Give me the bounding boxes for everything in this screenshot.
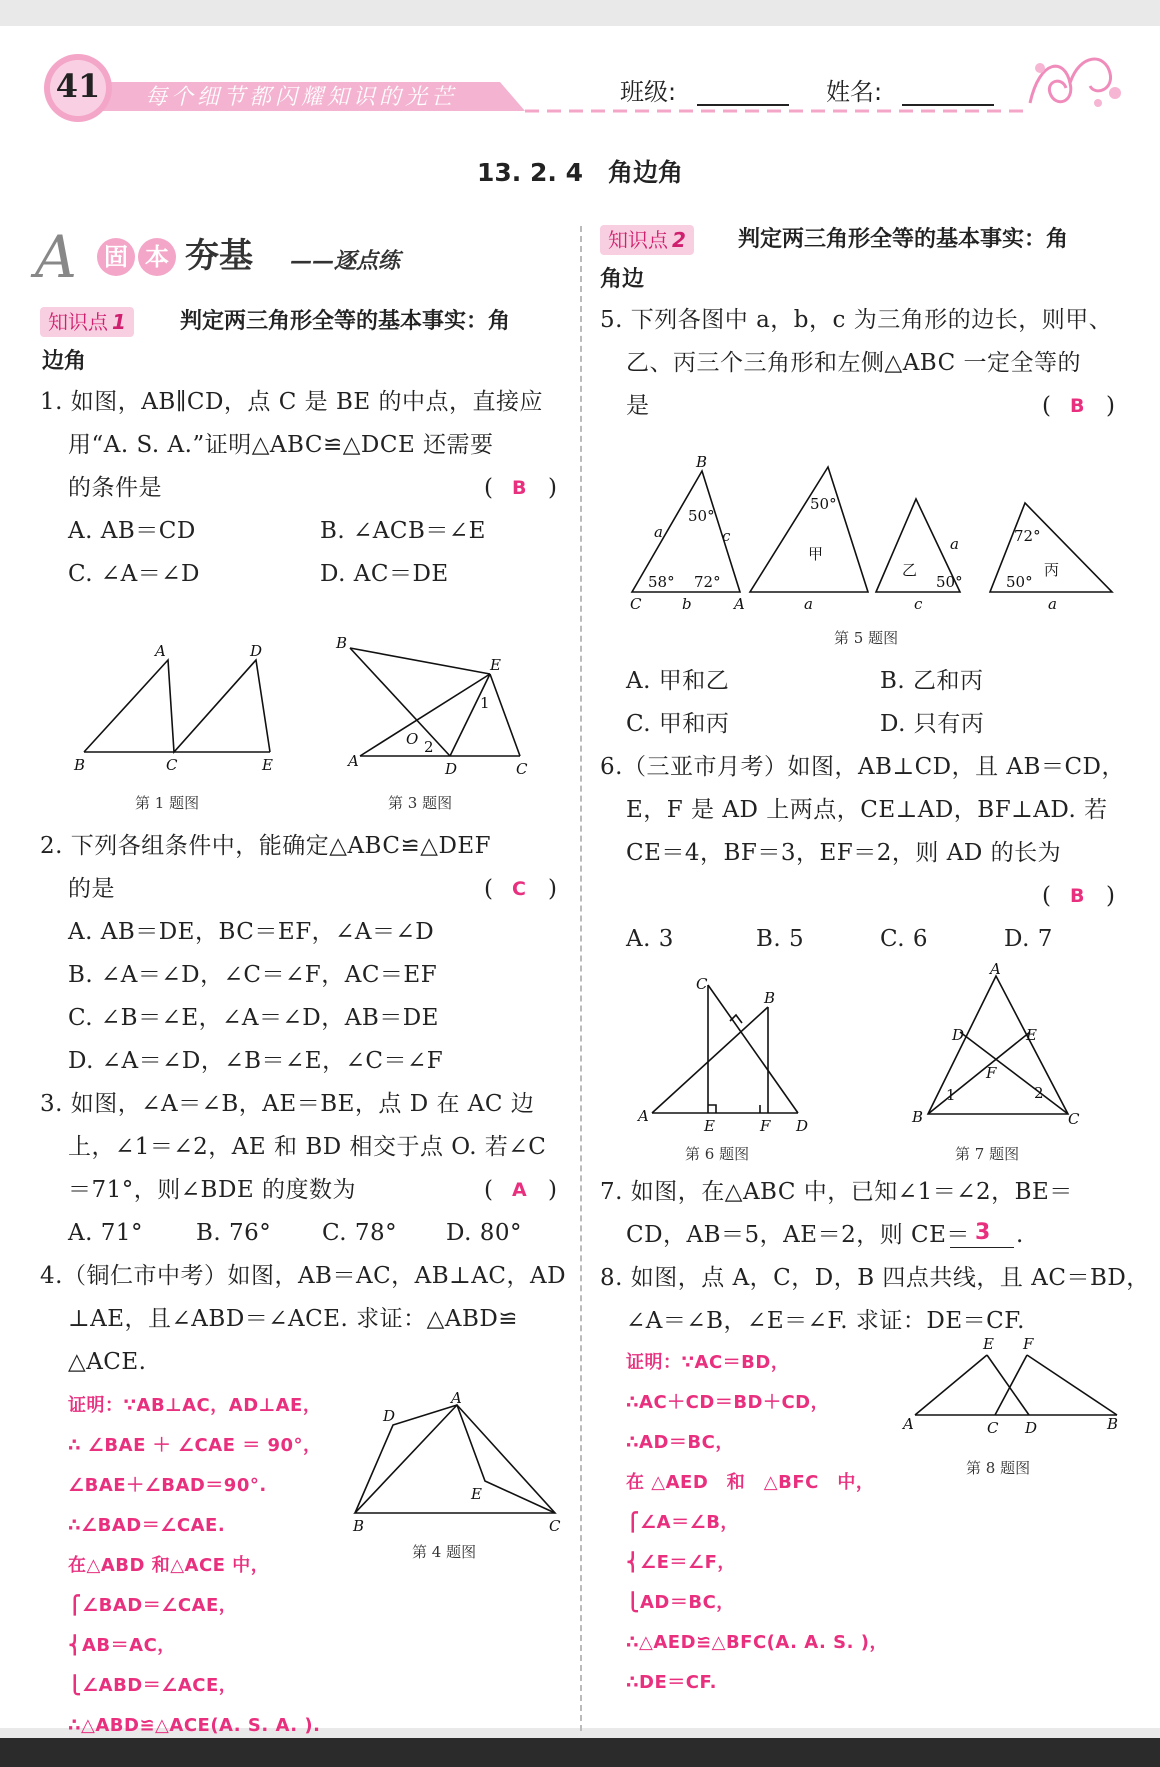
q1-line-3: 的条件是 bbox=[68, 475, 162, 501]
figure-4 bbox=[345, 1391, 570, 1541]
knowledge-badge-2 bbox=[600, 225, 694, 255]
q2-bracket-close: ) bbox=[548, 876, 557, 902]
fig1-caption: 第 1 题图 bbox=[135, 794, 200, 812]
fig5-angle-72: 72° bbox=[694, 573, 721, 591]
fig5-bing-label: 丙 bbox=[1044, 561, 1060, 579]
q1-answer: B bbox=[512, 477, 527, 499]
fig3-label-2: 2 bbox=[424, 738, 434, 756]
q2-option-d: D. ∠A＝∠D，∠B＝∠E，∠C＝∠F bbox=[68, 1048, 444, 1074]
fig4-label-c: C bbox=[549, 1517, 561, 1535]
section-char-1: 固 bbox=[97, 238, 135, 276]
q6-bracket-close: ) bbox=[1106, 883, 1115, 909]
fig5-bing-angle-72: 72° bbox=[1014, 527, 1041, 545]
fig1-label-b: B bbox=[74, 756, 86, 774]
fig8-label-c: C bbox=[987, 1419, 999, 1437]
q1-option-c: C. ∠A＝∠D bbox=[68, 561, 200, 587]
q8-solution-9: ∴DE＝CF. bbox=[626, 1672, 717, 1693]
fig6-label-c: C bbox=[696, 975, 708, 993]
fig1-label-c: C bbox=[166, 756, 178, 774]
slogan: 每个细节都闪耀知识的光芒 bbox=[145, 85, 458, 110]
q3-option-c: C. 78° bbox=[322, 1220, 398, 1246]
class-field[interactable] bbox=[697, 104, 789, 106]
q4-line-3: △ACE. bbox=[68, 1349, 147, 1375]
kp1-num: 1 bbox=[112, 310, 126, 334]
q1-bracket-close: ) bbox=[548, 475, 557, 501]
figure-1 bbox=[60, 626, 290, 786]
q6-answer: B bbox=[1070, 885, 1085, 907]
name-label: 姓名: bbox=[826, 78, 883, 106]
fig5-caption: 第 5 题图 bbox=[834, 629, 899, 647]
q1-option-d: D. AC＝DE bbox=[320, 561, 449, 587]
fig8-label-d: D bbox=[1025, 1419, 1038, 1437]
q3-answer: A bbox=[512, 1179, 527, 1201]
q8-solution-4: 在 △AED 和 △BFC 中， bbox=[626, 1472, 875, 1493]
fig7-label-e: E bbox=[1026, 1026, 1037, 1044]
fig3-label-a: A bbox=[348, 752, 359, 770]
fig6-label-e: E bbox=[704, 1117, 715, 1135]
fig5-jia-label: 甲 bbox=[808, 545, 824, 563]
fig7-label-c: C bbox=[1068, 1110, 1080, 1128]
fig7-label-f: F bbox=[986, 1064, 997, 1082]
q5-option-c: C. 甲和丙 bbox=[626, 711, 730, 737]
fig5-jia-angle: 50° bbox=[810, 495, 837, 513]
q1-line-2: 用“A. S. A.”证明△ABC≌△DCE 还需要 bbox=[68, 432, 494, 458]
q3-option-d: D. 80° bbox=[446, 1220, 523, 1246]
fig5-yi-side-a: a bbox=[950, 535, 959, 553]
fig6-label-d: D bbox=[796, 1117, 809, 1135]
q4-solution-5: 在△ABD 和△ACE 中， bbox=[68, 1555, 270, 1576]
q8-solution-3: ∴AD＝BC， bbox=[626, 1432, 734, 1453]
fig8-label-a: A bbox=[903, 1415, 914, 1433]
section-subtitle: ——逐点练 bbox=[290, 248, 401, 274]
fig8-label-e: E bbox=[983, 1335, 994, 1353]
fig5-yi-side-c: c bbox=[914, 595, 923, 613]
q8-line-2: ∠A＝∠B，∠E＝∠F. 求证：DE＝CF. bbox=[626, 1308, 1025, 1334]
q3-option-a: A. 71° bbox=[68, 1220, 143, 1246]
q5-answer: B bbox=[1070, 395, 1085, 417]
kp2-title-line1: 判定两三角形全等的基本事实：角 bbox=[738, 227, 1069, 252]
q6-line-2: E，F 是 AD 上两点，CE⊥AD，BF⊥AD. 若 bbox=[626, 797, 1108, 823]
q1-bracket-open: ( bbox=[484, 475, 493, 501]
q6-line-3: CE＝4，BF＝3，EF＝2，则 AD 的长为 bbox=[626, 840, 1062, 866]
q5-line-2: 乙、丙三个三角形和左侧△ABC 一定全等的 bbox=[626, 350, 1082, 376]
fig7-label-a: A bbox=[990, 960, 1001, 978]
q2-line-1: 2. 下列各组条件中，能确定△ABC≌△DEF bbox=[40, 833, 492, 859]
q4-solution-9: ∴△ABD≌△ACE(A. S. A. ). bbox=[68, 1715, 321, 1736]
fig1-label-d: D bbox=[250, 642, 263, 660]
q4-solution-3: ∠BAE＋∠BAD＝90°. bbox=[68, 1475, 267, 1496]
q4-solution-7: ⎨AB＝AC， bbox=[68, 1635, 176, 1656]
q3-bracket-open: ( bbox=[484, 1177, 493, 1203]
q5-line-3: 是 bbox=[626, 393, 650, 419]
kp2-label: 知识点 bbox=[608, 228, 668, 252]
section-char-2: 本 bbox=[138, 238, 176, 276]
figure-5 bbox=[620, 441, 1120, 616]
q5-option-d: D. 只有丙 bbox=[880, 711, 985, 737]
q8-solution-6: ⎨∠E＝∠F， bbox=[626, 1552, 736, 1573]
section-title: 13. 2. 4 角边角 bbox=[477, 158, 683, 187]
fig5-bing-side: a bbox=[1048, 595, 1057, 613]
q3-line-3: ＝71°，则∠BDE 的度数为 bbox=[68, 1177, 356, 1203]
q3-line-2: 上，∠1＝∠2，AE 和 BD 相交于点 O. 若∠C bbox=[68, 1134, 547, 1160]
q5-line-1: 5. 下列各图中 a，b，c 为三角形的边长，则甲、 bbox=[600, 307, 1113, 333]
fig5-yi-angle: 50° bbox=[936, 573, 963, 591]
q6-line-1: 6.（三亚市月考）如图，AB⊥CD，且 AB＝CD， bbox=[600, 754, 1125, 780]
q6-bracket-open: ( bbox=[1042, 883, 1051, 909]
fig5-angle-58: 58° bbox=[648, 573, 675, 591]
kp1-title-line2: 边角 bbox=[42, 349, 87, 374]
q4-solution-2: ∴ ∠BAE ＋ ∠CAE ＝ 90°， bbox=[68, 1435, 322, 1456]
fig7-label-d: D bbox=[952, 1026, 965, 1044]
fig3-label-d: D bbox=[445, 760, 458, 778]
q8-solution-5: ⎧∠A＝∠B， bbox=[626, 1512, 739, 1533]
q2-option-a: A. AB＝DE，BC＝EF，∠A＝∠D bbox=[68, 919, 435, 945]
q7-answer: 3 bbox=[975, 1220, 991, 1245]
section-banner bbox=[35, 224, 465, 294]
q6-option-b: B. 5 bbox=[756, 926, 805, 952]
fig3-label-b: B bbox=[336, 634, 348, 652]
bottom-bar bbox=[0, 1738, 1160, 1767]
name-field[interactable] bbox=[902, 104, 994, 106]
knowledge-badge-1 bbox=[40, 307, 134, 337]
fig4-caption: 第 4 题图 bbox=[412, 1543, 477, 1561]
fig3-label-c: C bbox=[516, 760, 528, 778]
fig5-yi-label: 乙 bbox=[902, 561, 918, 579]
q4-line-2: ⊥AE，且∠ABD＝∠ACE. 求证：△ABD≌ bbox=[68, 1306, 519, 1332]
kp2-num: 2 bbox=[672, 228, 686, 252]
fig6-label-f: F bbox=[760, 1117, 771, 1135]
q3-bracket-close: ) bbox=[548, 1177, 557, 1203]
q5-bracket-close: ) bbox=[1106, 393, 1115, 419]
q5-option-a: A. 甲和乙 bbox=[626, 668, 730, 694]
q2-option-c: C. ∠B＝∠E，∠A＝∠D，AB＝DE bbox=[68, 1005, 439, 1031]
fig4-label-e: E bbox=[471, 1485, 482, 1503]
fig3-label-e: E bbox=[490, 656, 501, 674]
fig6-caption: 第 6 题图 bbox=[685, 1145, 750, 1163]
q2-option-b: B. ∠A＝∠D，∠C＝∠F，AC＝EF bbox=[68, 962, 438, 988]
fig4-label-d: D bbox=[383, 1407, 396, 1425]
figure-7 bbox=[900, 960, 1090, 1134]
q1-option-a: A. AB＝CD bbox=[68, 518, 196, 544]
kp2-title-line2: 角边 bbox=[600, 267, 645, 292]
q8-solution-8: ∴△AED≌△BFC(A. A. S. )， bbox=[626, 1632, 888, 1653]
q3-line-1: 3. 如图，∠A＝∠B，AE＝BE，点 D 在 AC 边 bbox=[40, 1091, 535, 1117]
fig8-label-f: F bbox=[1023, 1335, 1034, 1353]
kp1-label: 知识点 bbox=[48, 310, 108, 334]
fig8-caption: 第 8 题图 bbox=[966, 1459, 1031, 1477]
fig4-label-b: B bbox=[353, 1517, 365, 1535]
q8-solution-7: ⎩AD＝BC， bbox=[626, 1592, 735, 1613]
q4-solution-6: ⎧∠BAD＝∠CAE， bbox=[68, 1595, 238, 1616]
fig7-caption: 第 7 题图 bbox=[955, 1145, 1020, 1163]
q7-line-2-suffix: . bbox=[1016, 1222, 1024, 1248]
fig4-label-a: A bbox=[451, 1389, 462, 1407]
q1-option-b: B. ∠ACB＝∠E bbox=[320, 518, 486, 544]
fig6-label-a: A bbox=[638, 1107, 649, 1125]
fig5-jia-side: a bbox=[804, 595, 813, 613]
figure-3 bbox=[336, 626, 540, 786]
q3-option-b: B. 76° bbox=[196, 1220, 272, 1246]
q4-solution-8: ⎩∠ABD＝∠ACE， bbox=[68, 1675, 238, 1696]
fig1-label-a: A bbox=[155, 642, 166, 660]
q5-bracket-open: ( bbox=[1042, 393, 1051, 419]
page-number: 41 bbox=[55, 67, 101, 105]
q6-option-a: A. 3 bbox=[626, 926, 674, 952]
q4-solution-1: 证明：∵AB⊥AC，AD⊥AE， bbox=[68, 1395, 322, 1416]
q6-option-c: C. 6 bbox=[880, 926, 929, 952]
fig5-label-c-left: c bbox=[722, 527, 731, 545]
fig5-label-b-side: b bbox=[682, 595, 692, 613]
q4-solution-4: ∴∠BAD＝∠CAE. bbox=[68, 1515, 226, 1536]
section-letter: A bbox=[35, 223, 77, 291]
fig3-label-1: 1 bbox=[480, 694, 490, 712]
fig5-label-c: C bbox=[630, 595, 642, 613]
figure-8 bbox=[895, 1331, 1125, 1441]
fig3-label-o: O bbox=[406, 730, 419, 748]
q8-line-1: 8. 如图，点 A，C，D，B 四点共线，且 AC＝BD， bbox=[600, 1265, 1150, 1291]
q7-line-2-prefix: CD，AB＝5，AE＝2，则 CE＝ bbox=[626, 1222, 970, 1248]
column-divider bbox=[580, 226, 582, 1731]
fig5-label-a: A bbox=[734, 595, 745, 613]
fig7-angle-1: 1 bbox=[946, 1086, 956, 1104]
fig5-label-a-left: a bbox=[654, 523, 663, 541]
fig5-bing-angle-50: 50° bbox=[1006, 573, 1033, 591]
header-banner bbox=[0, 26, 1160, 136]
q8-solution-2: ∴AC＋CD＝BD＋CD， bbox=[626, 1392, 830, 1413]
q5-option-b: B. 乙和丙 bbox=[880, 668, 984, 694]
q2-bracket-open: ( bbox=[484, 876, 493, 902]
section-text: 夯基 bbox=[185, 236, 253, 276]
workbook-page bbox=[0, 26, 1160, 1736]
flourish-ornament bbox=[1020, 48, 1130, 118]
kp1-title-line1: 判定两三角形全等的基本事实：角 bbox=[180, 309, 511, 334]
figure-6 bbox=[630, 971, 820, 1135]
q8-solution-1: 证明：∵AC＝BD， bbox=[626, 1352, 790, 1373]
q6-option-d: D. 7 bbox=[1004, 926, 1053, 952]
fig7-angle-2: 2 bbox=[1034, 1084, 1044, 1102]
fig8-label-b: B bbox=[1107, 1415, 1119, 1433]
fig5-angle-50-top: 50° bbox=[688, 507, 715, 525]
q7-line-1: 7. 如图，在△ABC 中，已知∠1＝∠2，BE＝ bbox=[600, 1179, 1073, 1205]
q4-line-1: 4.（铜仁市中考）如图，AB＝AC，AB⊥AC，AD bbox=[40, 1263, 567, 1289]
fig3-caption: 第 3 题图 bbox=[388, 794, 453, 812]
class-label: 班级: bbox=[620, 78, 677, 106]
q1-line-1: 1. 如图，AB∥CD，点 C 是 BE 的中点，直接应 bbox=[40, 389, 543, 415]
q2-line-2: 的是 bbox=[68, 876, 115, 902]
fig5-label-b: B bbox=[696, 453, 708, 471]
fig7-label-b: B bbox=[912, 1108, 924, 1126]
fig1-label-e: E bbox=[262, 756, 273, 774]
q2-answer: C bbox=[512, 878, 526, 900]
fig6-label-b: B bbox=[764, 989, 776, 1007]
